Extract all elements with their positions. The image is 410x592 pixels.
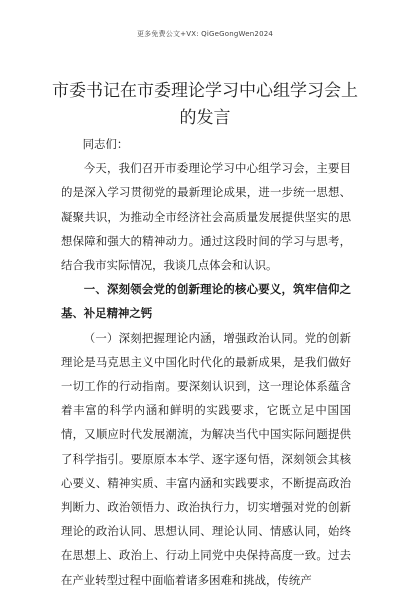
subsection-paragraph-1: （一）深刻把握理论内涵，增强政治认同。党的创新理论是马克思主义中国化时代化的最新成果，是我们做好一切工作的行动指南。要深刻认识到，这一理论体系蕴含着丰富的科学内涵和鲜明的实践要求，它既立足中国国情，又顺应时代发展潮流，为解决当代中国实际问题提供了科学指引。要原原本本学、逐字逐句悟，深刻领会其核心要义、精神实质、丰富内涵和实践要求，不断提高政治判断力、政治领悟力、政治执行力，切实增强对党的创新理论的政治认同、思想认同、理论认同、情感认同，始终在思想上、政治上、行动上同党中央保持高度一致。过去在产业转型过程中面临着诸多困难和挑战，传统产 xyxy=(61,330,351,587)
section-heading-1: 一、深刻领会党的创新理论的核心要义，筑牢信仰之基、补足精神之钙 xyxy=(61,282,351,321)
document-body xyxy=(61,132,351,592)
salutation: 同志们： xyxy=(82,137,129,151)
document-title: 市委书记在市委理论学习中心组学习会上的发言 xyxy=(52,81,358,128)
intro-paragraph: 今天，我们召开市委理论学习中心组学习会，主要目的是深入学习贯彻党的最新理论成果，进一步统一思想、凝聚共识，为推动全市经济社会高质量发展提供坚实的思想保障和强大的精神动力。通过这段时间的学习与思考，结合我市实际情况，我谈几点体会和认识。 xyxy=(61,161,351,273)
page-header: 更多免费公文+VX: QiGeGongWen2024 xyxy=(136,30,274,38)
